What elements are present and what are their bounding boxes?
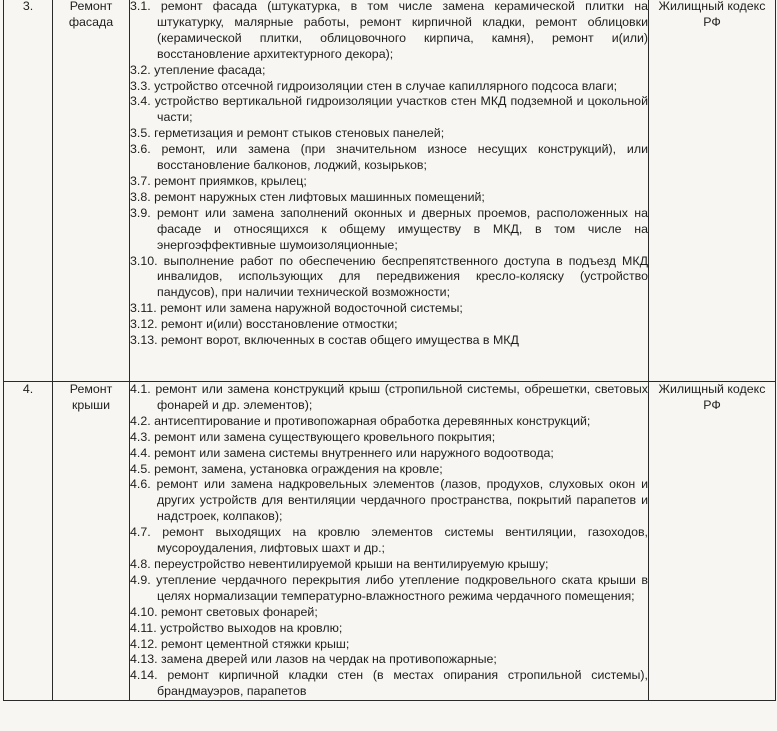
list-item: 4.5. ремонт, замена, установка ограждения на кровле; <box>130 461 443 476</box>
list-item: 3.12. ремонт и(или) восстановление отмостки; <box>130 317 398 332</box>
list-item: 3.10. выполнение работ по обеспечению беспрепятственного доступа в подъезд МКД инвалидов, использующих для передвижения кресло-коляску (устройство пандусов), при наличии технической возможности; <box>130 253 648 300</box>
list-item: 4.13. замена дверей или лазов на чердак на противопожарные; <box>130 652 497 667</box>
legal-basis: Жилищный кодекс РФ <box>649 382 776 701</box>
list-item: 3.13. ремонт ворот, включенных в состав общего имущества в МКД <box>130 333 519 348</box>
list-item: 4.2. антисептирование и противопожарная обработка деревянных конструкций; <box>130 413 591 428</box>
table-row-4 <box>4 382 776 701</box>
list-item: 4.8. переустройство невентилируемой крыши на вентилируемую крышу; <box>130 556 549 571</box>
list-item: 4.12. ремонт цементной стяжки крыш; <box>130 636 350 651</box>
list-item: 3.3. устройство отсечной гидроизоляции стен в случае капиллярного подсоса влаги; <box>130 78 618 93</box>
list-item: 4.9. утепление чердачного перекрытия либо утепление подкровельного ската крыши в целях нормализации температурно-влажностного режима чердачного помещения; <box>130 572 648 603</box>
list-item: 3.6. ремонт, или замена (при значительном износе несущих конструкций), или восстановление балконов, лоджий, козырьков; <box>130 142 648 173</box>
list-item: 4.1. ремонт или замена конструкций крыш (стропильной системы, обрешетки, световых фонарей и др. элементов); <box>130 382 648 412</box>
works-table-body <box>4 0 776 701</box>
list-item: 3.1. ремонт фасада (штукатурка, в том числе замена керамической плитки на штукатурку, малярные работы, ремонт кирпичной кладки, ремонт облицовки (керамической плитки, облицовочного кирпича, камня), ремонт и(или) восстановление архитектурного декора); <box>130 0 648 61</box>
works-table <box>3 0 776 701</box>
work-type: Ремонт крыши <box>53 382 130 701</box>
list-item: 4.6. ремонт или замена надкровельных элементов (лазов, продухов, слуховых окон и других устройств для вентиляции чердачного пространства, покрытий парапетов и надстроек, колпаков); <box>130 477 648 524</box>
list-item: 3.9. ремонт или замена заполнений оконных и дверных проемов, расположенных на фасаде и относящихся к общему имуществу в МКД, в том числе на энергоэффективные шумоизоляционные; <box>130 205 648 252</box>
list-item: 4.7. ремонт выходящих на кровлю элементов системы вентиляции, газоходов, мусороудаления, лифтовых шахт и др.; <box>130 525 648 556</box>
row-number: 4. <box>4 382 53 701</box>
table-row-3 <box>4 0 776 382</box>
list-item: 4.14. ремонт кирпичной кладки стен (в местах опирания стропильной системы), брандмауэров, парапетов <box>130 668 648 699</box>
work-items <box>130 382 649 701</box>
list-item: 4.11. устройство выходов на кровлю; <box>130 620 343 635</box>
list-item: 3.5. герметизация и ремонт стыков стеновых панелей; <box>130 126 445 141</box>
list-item: 4.10. ремонт световых фонарей; <box>130 604 318 619</box>
list-item: 3.4. устройство вертикальной гидроизоляции участков стен МКД подземной и цокольной части; <box>130 94 648 125</box>
list-item: 4.4. ремонт или замена системы внутреннего или наружного водоотвода; <box>130 445 554 460</box>
list-item: 3.11. ремонт или замена наружной водосточной системы; <box>130 301 463 316</box>
work-items <box>130 0 649 382</box>
legal-basis: Жилищный кодекс РФ <box>649 0 776 382</box>
work-type: Ремонт фасада <box>53 0 130 382</box>
list-item: 3.8. ремонт наружных стен лифтовых машинных помещений; <box>130 189 485 204</box>
list-item: 3.2. утепление фасада; <box>130 62 266 77</box>
row-number: 3. <box>4 0 53 382</box>
list-item: 3.7. ремонт приямков, крылец; <box>130 173 307 188</box>
list-item: 4.3. ремонт или замена существующего кровельного покрытия; <box>130 429 496 444</box>
